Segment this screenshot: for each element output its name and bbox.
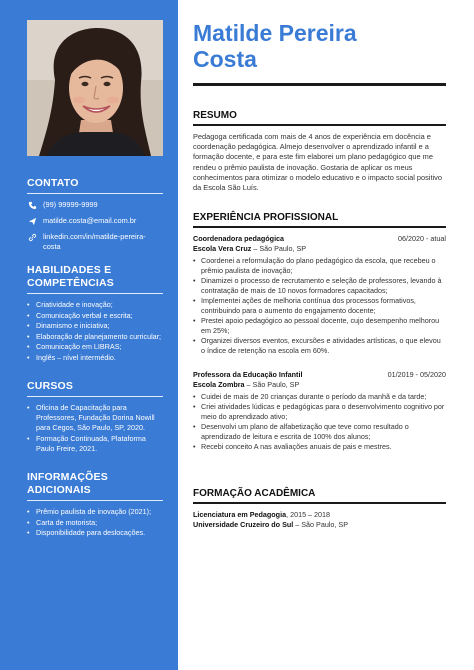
contact-section [27, 177, 163, 258]
job-company: Escola Vera Cruz [193, 244, 252, 253]
contact-linkedin-row [27, 232, 163, 252]
job-company-line [193, 380, 446, 390]
skills-section [27, 264, 163, 363]
course-item: • Formação Continuada, Plataforma Paulo Freire, 2021. [27, 434, 163, 454]
contact-email[interactable]: matilde.costa@email.com.br [43, 216, 137, 225]
link-icon [27, 232, 37, 242]
job-location: – São Paulo, SP [251, 244, 307, 253]
education-location: – São Paulo, SP [293, 520, 348, 529]
job-bullets [193, 392, 446, 452]
skills-list [27, 300, 163, 363]
courses-title: CURSOS [27, 380, 74, 392]
job-header [193, 370, 446, 380]
contact-divider [27, 193, 163, 194]
job-entry [193, 370, 446, 452]
contact-linkedin[interactable] [43, 232, 146, 252]
skill-item: • Comunicação verbal e escrita; [27, 311, 163, 321]
additional-title: INFORMAÇÕES ADICIONAIS [27, 471, 108, 496]
portrait-image [27, 20, 163, 156]
additional-item: • Disponibilidade para deslocações. [27, 528, 163, 538]
summary-title: RESUMO [193, 110, 237, 121]
summary-text: Pedagoga certificada com mais de 4 anos de experiência em docência e coordenação pedagógica. Almejo desenvolver o aprendizado infantil e a formação docente, e para este fim elaborei um plano pedagógico que me rendeu o prêmio paulista de inovação. Gostaria de aplicar os meus conhecimentos para otimizar o modelo educativo e o impacto social positivo da Escola São Luís. [193, 132, 442, 193]
skill-item: • Comunicação em LIBRAS; [27, 342, 163, 352]
sidebar [0, 0, 178, 670]
job-bullet: • Cuidei de mais de 20 crianças durante o período da manhã e da tarde; [193, 392, 446, 402]
skill-item: • Inglês – nível intermédio. [27, 353, 163, 363]
profile-photo [27, 20, 163, 156]
job-location: – São Paulo, SP [244, 380, 300, 389]
contact-email-row [27, 216, 163, 226]
courses-divider [27, 396, 163, 397]
job-company: Escola Zombra [193, 380, 245, 389]
candidate-name [193, 20, 453, 72]
skills-title-line1: HABILIDADES E [27, 264, 112, 276]
job-bullet: • Coordenei a reformulação do plano pedagógico da escola, que recebeu o prêmio paulista de inovação; [193, 256, 446, 276]
name-line1: Matilde Pereira [193, 20, 357, 46]
contact-phone[interactable]: (99) 99999-9999 [43, 200, 98, 209]
job-bullet: • Prestei apoio pedagógico ao pessoal docente, cujo desempenho melhorou em 25%; [193, 316, 446, 336]
contact-linkedin-line2: costa [43, 242, 61, 251]
additional-item: • Carta de motorista; [27, 518, 163, 528]
education-section [193, 488, 446, 530]
job-company-line [193, 244, 446, 254]
name-divider [193, 83, 446, 86]
education-degree-line [193, 510, 446, 520]
education-title: FORMAÇÃO ACADÊMICA [193, 488, 316, 499]
contact-title: CONTATO [27, 177, 79, 189]
skills-divider [27, 293, 163, 294]
contact-phone-row [27, 200, 163, 210]
education-school: Universidade Cruzeiro do Sul [193, 520, 294, 529]
education-degree: Licenciatura em Pedagogia [193, 510, 287, 519]
job-bullet: • Organizei diversos eventos, excursões e atividades artísticas, o que elevou o índice de retenção na escola em 60%. [193, 336, 446, 356]
job-bullet: • Criei atividades lúdicas e pedagógicas para o desenvolvimento cognitivo por meio do aprendizado ativo; [193, 402, 446, 422]
education-school-line [193, 520, 446, 530]
job-dates: 06/2020 - atual [398, 234, 446, 243]
skills-title-line2: COMPETÊNCIAS [27, 277, 114, 289]
education-divider [193, 502, 446, 504]
job-bullet: • Implementei ações de melhoria contínua dos processos formativos, contribuindo para o aumento do engajamento docente; [193, 296, 446, 316]
job-bullets [193, 256, 446, 356]
additional-section [27, 471, 163, 539]
job-header [193, 234, 446, 244]
summary-section [193, 110, 446, 193]
job-title: Professora da Educação Infantil [193, 370, 303, 379]
experience-title: EXPERIÊNCIA PROFISSIONAL [193, 212, 339, 223]
skill-item: • Elaboração de planejamento curricular; [27, 332, 163, 342]
contact-linkedin-line1: linkedin.com/in/matilde-pereira- [43, 232, 146, 241]
job-dates: 01/2019 - 05/2020 [387, 370, 446, 379]
phone-icon [27, 200, 37, 210]
additional-item: • Prêmio paulista de inovação (2021); [27, 507, 163, 517]
additional-list [27, 507, 163, 538]
experience-section [193, 212, 446, 452]
job-bullet: • Desenvolvi um plano de alfabetização que teve como resultado o aprendizado de leitura e escrita de 100% dos alunos; [193, 422, 446, 442]
education-years: , 2015 – 2018 [286, 510, 331, 519]
course-item: • Oficina de Capacitação para Professores, Fundação Dorina Nowill para Cegos, São Paulo, SP, 2020. [27, 403, 163, 433]
email-icon [27, 216, 37, 226]
skills-title [27, 264, 163, 290]
courses-section [27, 380, 163, 454]
job-entry [193, 234, 446, 356]
skill-item: • Criatividade e inovação; [27, 300, 163, 310]
name-line2: Costa [193, 46, 257, 72]
courses-list [27, 403, 163, 454]
job-bullet: • Dinamizei o processo de recrutamento e seleção de professores, levando à contratação de mais de 10 novos formadores capacitados; [193, 276, 446, 296]
summary-divider [193, 124, 446, 126]
skill-item: • Dinamismo e iniciativa; [27, 321, 163, 331]
experience-divider [193, 226, 446, 228]
job-title: Coordenadora pedagógica [193, 234, 285, 243]
additional-divider [27, 500, 163, 501]
job-bullet: • Recebi conceito A nas avaliações anuais de pais e mestres. [193, 442, 446, 452]
